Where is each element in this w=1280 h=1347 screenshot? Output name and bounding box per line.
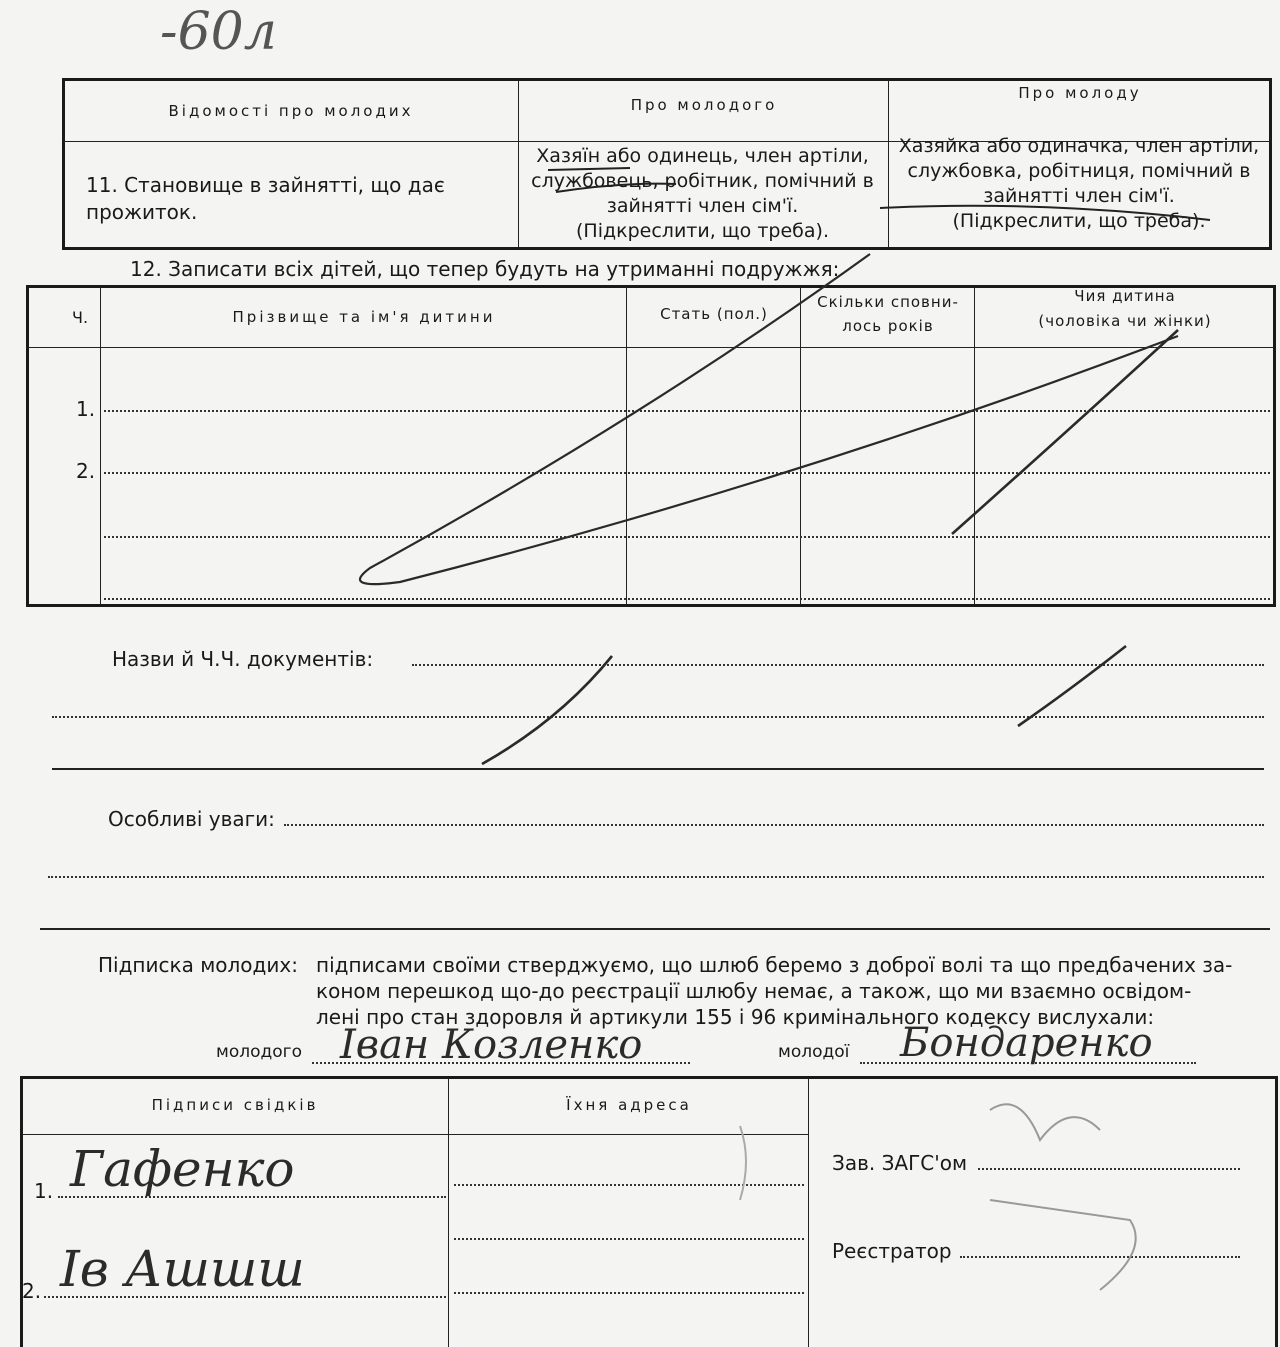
child-row-2: 2.: [76, 459, 96, 483]
witness-row-1: 1.: [34, 1179, 54, 1203]
col-number: Ч.: [72, 308, 89, 327]
bride-occupation: Хазяйка або одиначка, член артіли, службовка, робітниця, помічний в зайнятті член сім'ї. (Підкреслити, що треба).: [898, 135, 1260, 232]
col-whose-child: Чия дитина (чоловіка чи жінки): [1038, 287, 1212, 330]
col-age: Скільки сповни- лось років: [817, 293, 959, 335]
header-witness-address: Їхня адреса: [566, 1096, 692, 1114]
page-number-mark: -60л: [160, 2, 277, 62]
col-child-name: Прізвище та ім'я дитини: [232, 308, 496, 326]
header-bride: Про молоду: [1018, 84, 1142, 102]
witness-table: [20, 1076, 1278, 1347]
remarks-label: Особливі уваги:: [108, 807, 275, 831]
declaration-line-1: підписами своїми стверджуємо, що шлюб беремо з доброї волі та що предбачених за-: [316, 953, 1233, 977]
declaration-line-3: лені про стан здоровля й артикули 155 і 96 кримінального кодексу вислухали:: [316, 1005, 1155, 1029]
witness-1-signature: Гафенко: [70, 1140, 295, 1198]
documents-label: Назви й Ч.Ч. документів:: [112, 647, 374, 671]
registrar-label: Реєстратор: [832, 1239, 952, 1263]
witness-2-signature: Ів Ашшш: [60, 1240, 305, 1298]
groom-occupation: Хазяїн або одинець, член артіли, службовець, робітник, помічний в зайнятті член сім'ї. (Підкреслити, що треба).: [531, 145, 874, 242]
declaration-lead: Підписка молодих:: [98, 953, 298, 977]
groom-signature-label: молодого: [216, 1042, 302, 1062]
bride-signature: Бондаренко: [900, 1020, 1153, 1066]
col-sex: Стать (пол.): [660, 305, 768, 323]
children-title: 12. Записати всіх дітей, що тепер будуть на утриманні подружжя:: [130, 257, 840, 281]
witness-row-2: 2.: [22, 1279, 42, 1303]
header-witness-signatures: Підписи свідків: [151, 1096, 319, 1114]
groom-signature: Іван Козленко: [340, 1022, 643, 1068]
header-info: Відомості про молодих: [168, 102, 414, 120]
registry-head-label: Зав. ЗАГС'ом: [832, 1151, 968, 1175]
declaration-line-2: коном перешкод що-до реєстрації шлюбу немає, а також, що ми взаємно освідом-: [316, 979, 1192, 1003]
bride-signature-label: молодої: [778, 1042, 850, 1062]
header-groom: Про молодого: [630, 96, 778, 114]
child-row-1: 1.: [76, 397, 96, 421]
row11-label: 11. Становище в зайнятті, що дає прожиток.: [86, 173, 445, 224]
